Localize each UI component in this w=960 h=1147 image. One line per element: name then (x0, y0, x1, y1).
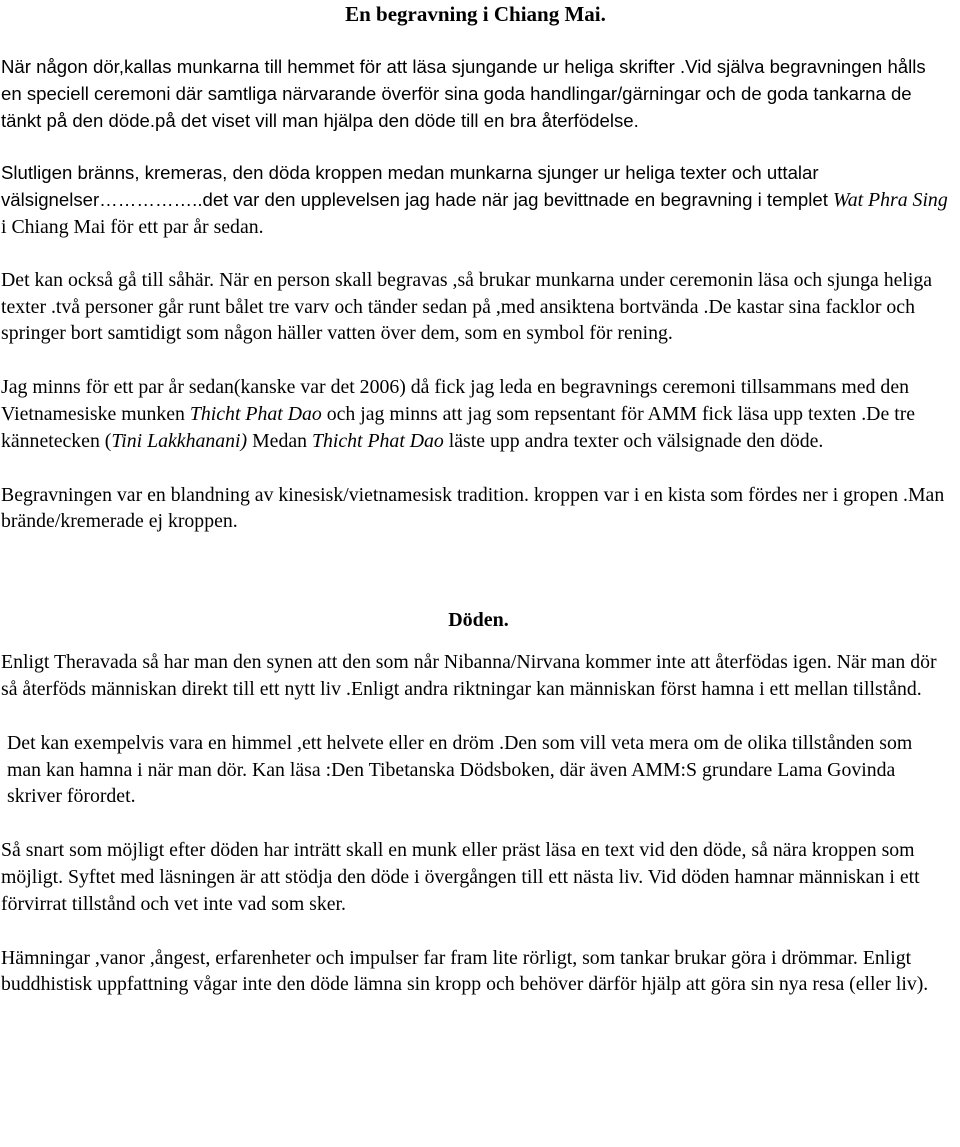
temple-name: Wat Phra Sing (833, 189, 948, 212)
paragraph-cremation-text-a: Slutligen bränns, kremeras, den döda kroppen medan munkarna sjunger ur heliga texter och uttalar välsignelser……………..det var den upplevelsen jag hade när jag bevittnade en begravning i templet (1, 162, 834, 211)
paragraph-funeral-intro: När någon dör,kallas munkarna till hemmet för att läsa sjungande ur heliga skrifter .Vid själva begravningen hålls en speciell ceremoni där samtliga närvarande överför sina goda handlingar/gärningar och de goda tankarna de tänkt på den döde.på det viset vill man hjälpa den döde till en bra återfödelse. (1, 56, 926, 131)
paragraph-impulses: Hämningar ,vanor ,ångest, erfarenheter och impulser far fram lite rörligt, som tankar brukar göra i drömmar. Enligt buddhistisk uppfattning vågar inte den döde lämna sin kropp och behöver därför hjälp att göra sin nya resa (eller liv). (1, 946, 929, 996)
paragraph-memory-text-a: Jag minns för ett par år sedan(kanske var det 2006) då fick jag leda en begravnings ceremoni tillsammans med den Vietnamesiske munken (1, 376, 909, 425)
document-title: En begravning i Chiang Mai. (345, 2, 606, 26)
paragraph-reading: Så snart som möjligt efter döden har inträtt skall en munk eller präst läsa en text vid den döde, så nära kroppen som möjligt. Syftet med läsningen är att stödja den döde i övergången till ett nästa liv. Vid döden hamnar människan i ett förvirrat tillstånd och vet inte vad som sker. (1, 839, 920, 915)
paragraph-tradition: Begravningen var en blandning av kinesisk/vietnamesisk tradition. kroppen var i en kista som fördes ner i gropen .Man brände/kremerade ej kroppen. (1, 483, 945, 533)
paragraph-states: Det kan exempelvis vara en himmel ,ett helvete eller en dröm .Den som vill veta mera om de olika tillstånden som man kan hamna i när man dör. Kan läsa :Den Tibetanska Dödsboken, där även AMM:S grundare Lama Govinda skriver förordet. (7, 731, 913, 808)
monk-name-2: Thicht Phat Dao (311, 429, 444, 452)
paragraph-memory-text-d: läste upp andra texter och välsignade den döde. (443, 429, 824, 452)
paragraph-memory (1, 374, 950, 454)
paragraph-memory-text-b: och jag minns att jag som repsentant för AMM fick läsa upp texten .De tre kännetecken ( (1, 402, 916, 452)
paragraph-cremation-text-b: i Chiang Mai för ett par år sedan. (1, 215, 264, 238)
paragraph-cremation (1, 160, 950, 240)
section-title-doden: Döden. (448, 609, 509, 632)
paragraph-theravada: Enligt Theravada så har man den synen att den som når Nibanna/Nirvana kommer inte att återfödas igen. När man dör så återföds människan direkt till ett nytt liv .Enligt andra riktningar kan människan först hamna i ett mellan tillstånd. (1, 651, 937, 700)
paragraph-memory-text-c: Medan (247, 429, 312, 452)
monk-name: Thicht Phat Dao (189, 402, 322, 425)
paragraph-ceremony: Det kan också gå till såhär. När en person skall begravas ,så brukar munkarna under ceremonin läsa och sjunga heliga texter .två personer går runt bålet tre varv och tänder sedan på ,med ansiktena bortvända .De kastar sina facklor och springer bort samtidigt som någon häller vatten över dem, som en symbol för rening. (1, 268, 933, 345)
term-tini-lakkhanani: Tini Lakkhanani) (111, 429, 248, 452)
